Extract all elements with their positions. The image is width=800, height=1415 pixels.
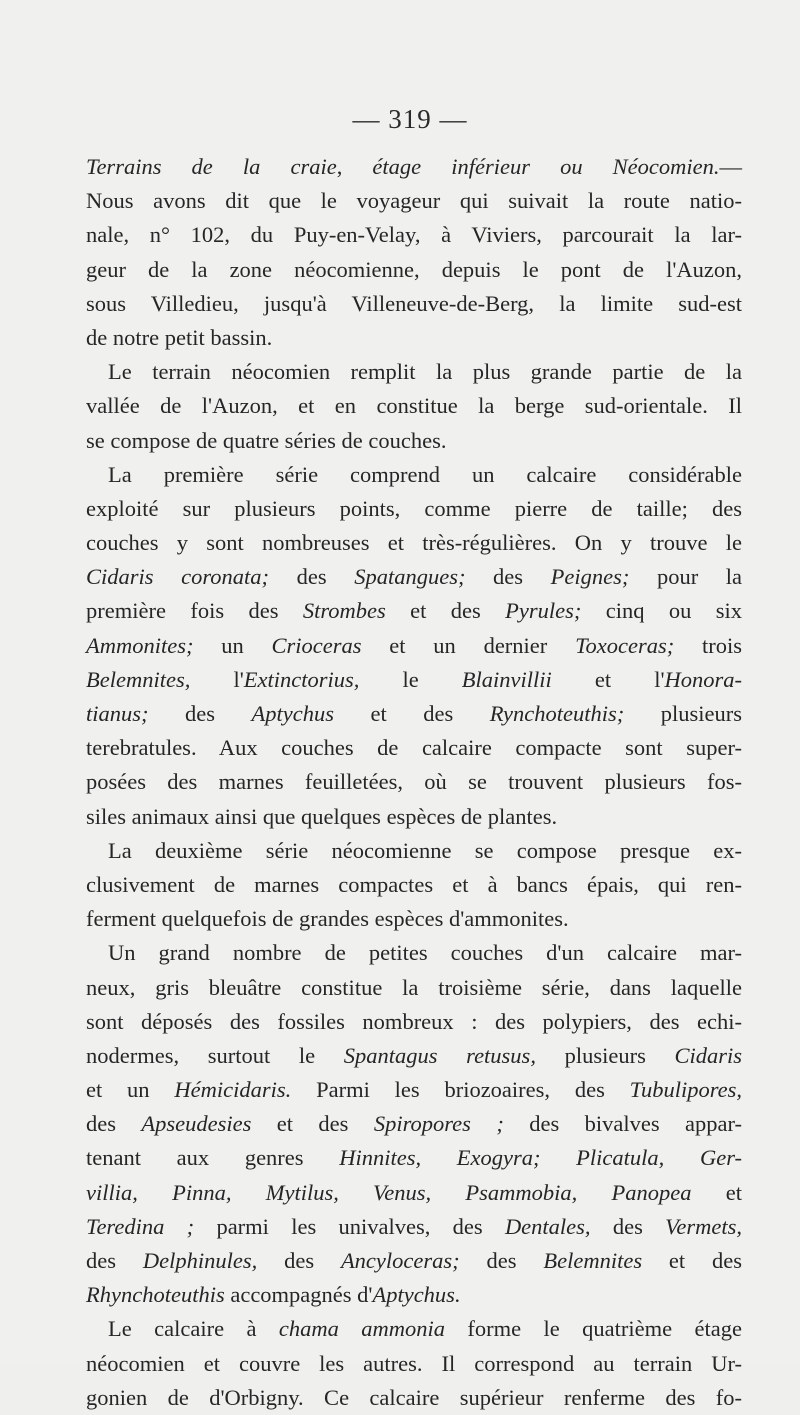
text-segment: des	[86, 1248, 143, 1273]
italic-text: villia, Pinna, Mytilus, Venus, Psammobia, Panopea	[86, 1179, 692, 1205]
text-segment: plusieurs	[564, 1042, 675, 1068]
text-line	[86, 1381, 742, 1415]
text-segment: vallée de l'Auzon, et en constitue la berge sud-orientale. Il	[86, 393, 742, 419]
italic-text: Ancyloceras;	[340, 1248, 487, 1273]
text-segment: l'	[233, 666, 244, 692]
text-segment: Le calcaire à	[108, 1316, 279, 1342]
text-line	[86, 1347, 742, 1381]
text-segment: cinq ou six	[605, 598, 742, 624]
text-segment: et des	[251, 1111, 374, 1137]
text-segment: forme le quatrième étage	[445, 1316, 742, 1342]
italic-text: Rynchoteuthis;	[489, 701, 661, 726]
text-line	[86, 184, 742, 218]
text-segment: nale, n° 102, du Puy-en-Velay, à Viviers, parcourait la lar-	[86, 222, 742, 248]
text-segment: La deuxième série néocomienne se compose presque ex-	[108, 837, 742, 863]
italic-text: Spiropores ;	[373, 1111, 530, 1137]
italic-text: Hémicidaris.	[174, 1077, 317, 1103]
text-line	[86, 218, 742, 252]
text-segment: néocomien et couvre les autres. Il correspond au terrain Ur-	[86, 1350, 742, 1376]
italic-text: Aptychus	[251, 701, 334, 726]
italic-text: Honora-	[664, 666, 742, 692]
text-segment: et un dernier	[361, 632, 576, 658]
text-line	[86, 834, 742, 868]
italic-text: Strombes	[302, 598, 386, 624]
text-line	[86, 697, 742, 731]
italic-text: Pyrules;	[505, 598, 606, 624]
italic-text: Teredina ;	[86, 1213, 217, 1239]
text-line	[86, 868, 742, 902]
text-line	[86, 936, 742, 970]
italic-text: Cidaris	[674, 1042, 742, 1068]
text-line	[86, 663, 742, 697]
text-line	[86, 389, 742, 423]
text-line	[86, 287, 742, 321]
text-segment: Nous avons dit que le voyageur qui suivait la route natio-	[86, 188, 742, 214]
text-segment: des	[284, 1248, 341, 1273]
text-line	[86, 424, 742, 458]
italic-text: Cidaris coronata;	[86, 564, 297, 590]
text-segment: Un grand nombre de petites couches d'un calcaire mar-	[108, 940, 742, 966]
text-segment: neux, gris bleuâtre constitue la troisième série, dans laquelle	[86, 974, 742, 1000]
text-segment: de notre petit bassin.	[86, 324, 273, 350]
text-segment: posées des marnes feuilletées, où se trouvent plusieurs fos-	[86, 769, 742, 795]
text-segment: et des	[642, 1248, 743, 1273]
italic-text: Belemnites	[543, 1248, 643, 1273]
text-segment: geur de la zone néocomienne, depuis le pont de l'Auzon,	[86, 256, 742, 282]
text-line	[86, 1210, 742, 1244]
text-segment: et l'	[551, 666, 665, 692]
text-line	[86, 1039, 742, 1073]
text-line	[86, 1312, 742, 1346]
text-line	[86, 321, 742, 355]
text-line	[86, 629, 742, 663]
page-number: — 319 —	[352, 104, 468, 134]
text-line	[86, 902, 742, 936]
text-segment: sont déposés des fossiles nombreux : des polypiers, des echi-	[86, 1008, 742, 1034]
italic-text: Belemnites,	[86, 666, 234, 692]
text-segment: des	[493, 564, 551, 590]
text-line	[86, 1176, 742, 1210]
text-segment: ferment quelquefois de grandes espèces d'ammonites.	[86, 906, 569, 932]
body-text	[86, 150, 742, 1415]
text-segment: et un	[86, 1077, 175, 1103]
text-segment: se compose de quatre séries de couches.	[86, 427, 447, 453]
text-line	[86, 492, 742, 526]
text-segment: gonien de d'Orbigny. Ce calcaire supérieur renferme des fo-	[86, 1384, 742, 1410]
text-segment: et des	[385, 598, 506, 624]
text-line	[86, 765, 742, 799]
text-line	[86, 253, 742, 287]
text-line	[86, 731, 742, 765]
text-line	[86, 560, 742, 594]
italic-text: Ammonites;	[86, 632, 222, 658]
text-line	[86, 355, 742, 389]
italic-text: Hinnites, Exogyra; Plicatula, Ger-	[339, 1145, 743, 1171]
text-segment: sous Villedieu, jusqu'à Villeneuve-de-Berg, la limite sud-est	[86, 290, 742, 316]
text-line	[86, 971, 742, 1005]
italic-text: étage inférieur ou Néocomien.	[372, 154, 720, 179]
text-segment: des	[296, 564, 355, 590]
text-segment: ,	[336, 154, 373, 179]
italic-text: Delphinules,	[142, 1248, 285, 1273]
text-line	[86, 1278, 742, 1312]
text-segment: clusivement de marnes compactes et à bancs épais, qui ren-	[86, 871, 742, 897]
text-line	[86, 526, 742, 560]
italic-text: Terrains de la craie	[86, 154, 337, 179]
text-segment: Le terrain néocomien remplit la plus grande partie de la	[108, 359, 742, 385]
text-line	[86, 458, 742, 492]
italic-text: Rhynchoteuthis	[86, 1282, 225, 1308]
italic-text: Vermets,	[665, 1213, 743, 1239]
italic-text: Extinctorius,	[243, 666, 403, 692]
text-line	[86, 594, 742, 628]
text-segment: et	[691, 1179, 742, 1205]
text-line	[86, 800, 742, 834]
italic-text: Crioceras	[271, 632, 362, 658]
text-segment: parmi les univalves, des	[216, 1213, 505, 1239]
italic-text: Spantagus retusus,	[343, 1042, 565, 1068]
text-line	[86, 1107, 742, 1141]
italic-text: Aptychus.	[372, 1282, 461, 1308]
text-segment: pour la	[656, 564, 743, 590]
text-segment: des	[486, 1248, 544, 1273]
text-segment: et des	[333, 701, 490, 726]
text-segment: accompagnés d'	[224, 1282, 373, 1308]
text-line	[86, 150, 742, 184]
text-segment: exploité sur plusieurs points, comme pierre de taille; des	[86, 495, 742, 521]
text-segment: trois	[702, 632, 743, 658]
text-segment: un	[221, 632, 272, 658]
text-segment: des	[612, 1213, 666, 1239]
italic-text: tianus;	[86, 701, 185, 726]
italic-text: Blainvillii	[461, 666, 552, 692]
text-segment: tenant aux genres	[86, 1145, 340, 1171]
text-segment: couches y sont nombreuses et très-régulières. On y trouve le	[86, 530, 742, 556]
text-line	[86, 1141, 742, 1175]
italic-text: Spatangues;	[354, 564, 494, 590]
italic-text: Toxoceras;	[575, 632, 702, 658]
text-segment: des	[185, 701, 252, 726]
text-segment: nodermes, surtout le	[86, 1042, 344, 1068]
text-segment: La première série comprend un calcaire considérable	[108, 461, 742, 487]
text-line	[86, 1005, 742, 1039]
italic-text: Tubulipores,	[629, 1077, 742, 1103]
text-segment: première fois des	[86, 598, 303, 624]
text-segment: des bivalves appar-	[529, 1111, 743, 1137]
text-line	[86, 1244, 742, 1278]
italic-text: Apseudesies	[141, 1111, 252, 1137]
text-segment: Parmi les briozoaires, des	[316, 1077, 630, 1103]
text-segment: le	[402, 666, 462, 692]
text-line	[86, 1073, 742, 1107]
text-segment: terebratules. Aux couches de calcaire compacte sont super-	[86, 735, 742, 761]
text-segment: des	[86, 1111, 142, 1137]
italic-text: Dentales,	[504, 1213, 613, 1239]
italic-text: chama ammonia	[278, 1316, 445, 1342]
text-segment: siles animaux ainsi que quelques espèces de plantes.	[86, 803, 558, 829]
italic-text: Peignes;	[550, 564, 657, 590]
text-segment: plusieurs	[660, 701, 742, 726]
text-segment: —	[719, 154, 742, 179]
